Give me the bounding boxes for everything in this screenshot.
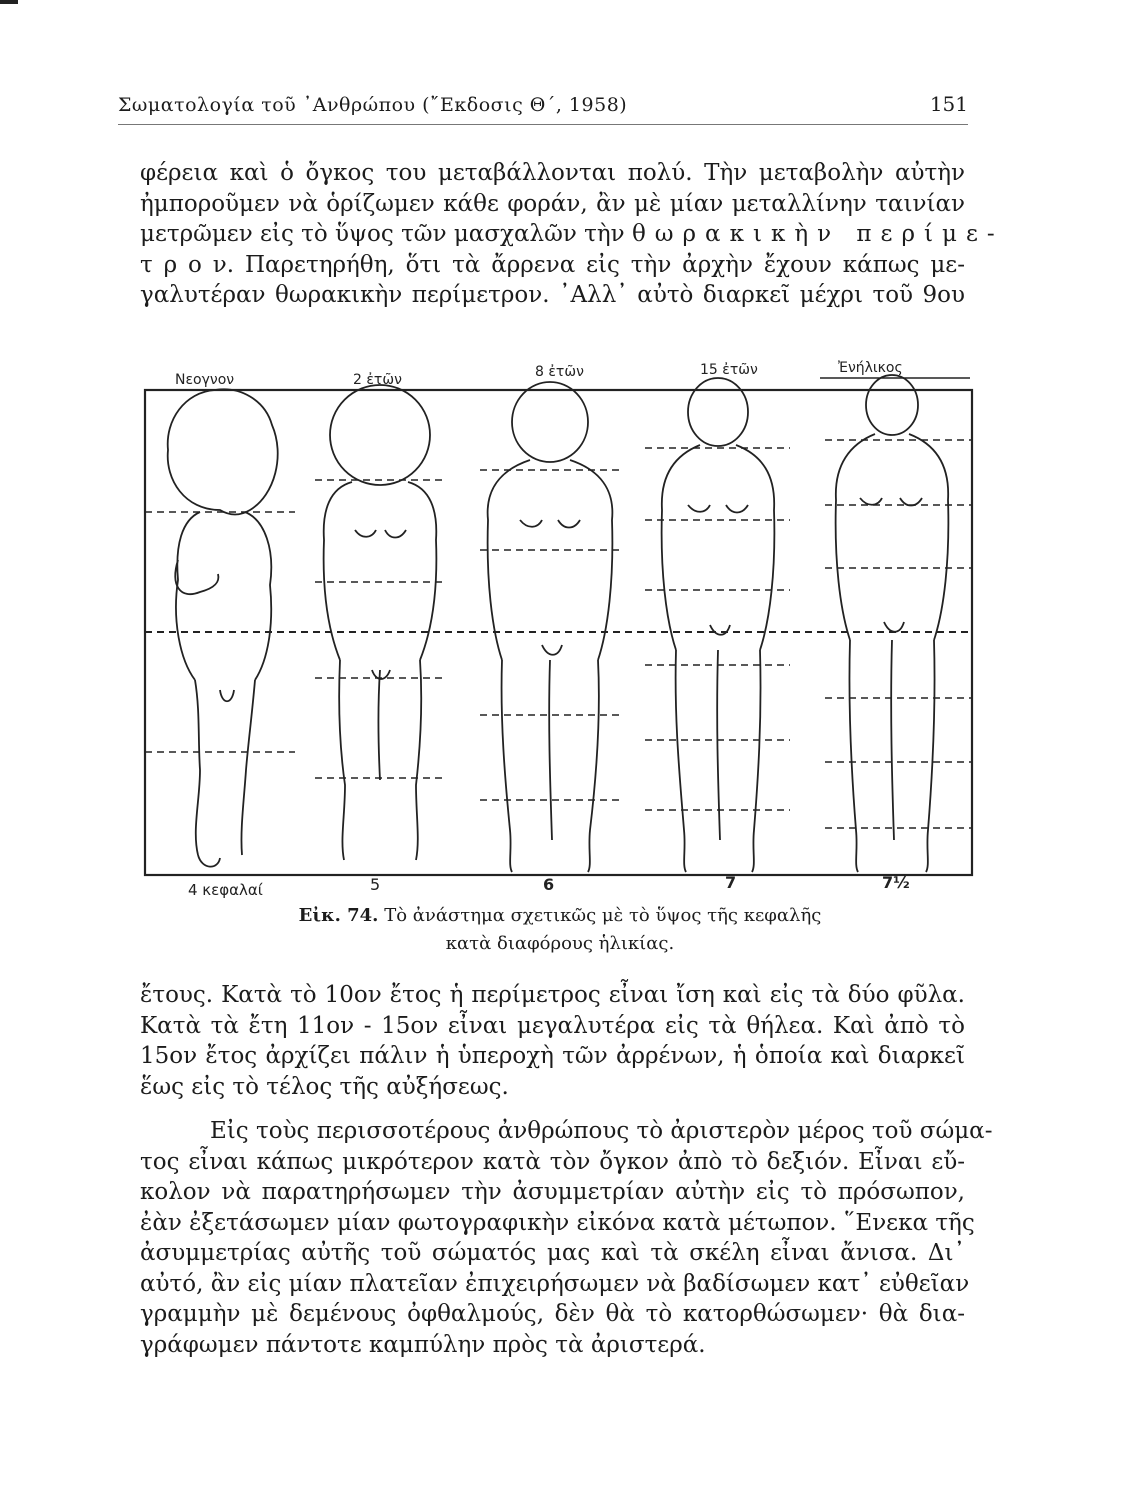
text-line: ἔτους. Κατὰ τὸ 10ον ἔτος ἡ περίμετρος εἶναι ἴση καὶ εἰς τὰ δύο φῦλα. bbox=[140, 982, 965, 1008]
figure-74-drawing bbox=[140, 360, 980, 900]
text-line: γραμμὴν μὲ δεμένους ὀφθαλμούς, δὲν θὰ τὸ κατορθώσωμεν· θὰ δια- bbox=[140, 1301, 965, 1327]
fifteen-year-figure bbox=[662, 378, 775, 872]
age-label: Ἐνήλικος bbox=[838, 360, 903, 376]
text-line: Κατὰ τὰ ἔτη 11ον - 15ον εἶναι μεγαλυτέρα εἰς τὰ θήλεα. Καὶ ἀπὸ τὸ bbox=[140, 1012, 965, 1039]
ratio-label: 5 bbox=[370, 875, 381, 894]
text-line: τος εἶναι κάπως μικρότερον κατὰ τὸν ὄγκον ἀπὸ τὸ δεξιόν. Εἶναι εὔ- bbox=[140, 1148, 965, 1175]
age-label: 15 ἐτῶν bbox=[700, 362, 758, 378]
text-line: αὐτό, ἂν εἰς μίαν πλατεῖαν ἐπιχειρήσωμεν νὰ βαδίσωμεν κατ᾿ εὐθεῖαν bbox=[140, 1270, 970, 1297]
text-line: τ ρ ο ν. Παρετηρήθη, ὅτι τὰ ἄρρενα εἰς τὴν ἀρχὴν ἔχουν κάπως με- bbox=[140, 251, 965, 278]
age-label: Νεογνον bbox=[175, 372, 235, 388]
spaced-term: θωρακικὴν περίμε- bbox=[631, 221, 1004, 247]
running-header bbox=[118, 90, 968, 130]
figure-74 bbox=[140, 360, 980, 900]
ratio-label: 4 κεφαλαί bbox=[188, 881, 263, 899]
paragraph-2 bbox=[140, 980, 965, 1102]
text-line: 15ον ἔτος ἀρχίζει πάλιν ἡ ὑπεροχὴ τῶν ἀρρένων, ἡ ὁποία καὶ διαρκεῖ bbox=[140, 1043, 965, 1069]
adult-figure bbox=[836, 375, 949, 872]
ratio-label: 7½ bbox=[882, 873, 910, 892]
caption-line-2: κατὰ διαφόρους ἡλικίας. bbox=[445, 933, 675, 954]
text-line-part: μετρῶμεν εἰς τὸ ὕψος τῶν μασχαλῶν τὴν bbox=[140, 221, 625, 247]
age-label: 8 ἐτῶν bbox=[535, 364, 584, 380]
paragraph-1 bbox=[140, 158, 1004, 311]
text-line: γράφωμεν πάντοτε καμπύλην πρὸς τὰ ἀριστερά. bbox=[140, 1331, 706, 1358]
ratio-label: 6 bbox=[543, 875, 555, 894]
text-line: ἐὰν ἐξετάσωμεν μίαν φωτογραφικὴν εἰκόνα κατὰ μέτωπον. ῞Ενεκα τῆς bbox=[140, 1209, 975, 1236]
page-number: 151 bbox=[929, 92, 968, 116]
text-line: γαλυτέραν θωρακικὴν περίμετρον. ᾿Αλλ᾿ αὐτὸ διαρκεῖ μέχρι τοῦ 9ου bbox=[140, 282, 965, 308]
newborn-figure bbox=[168, 389, 278, 866]
text-line: φέρεια καὶ ὁ ὄγκος του μεταβάλλονται πολύ. Τὴν μεταβολὴν αὐτὴν bbox=[140, 160, 965, 186]
caption-label: Εἰκ. 74. bbox=[298, 905, 379, 926]
eight-year-figure bbox=[488, 382, 613, 872]
text-line: ἕως εἰς τὸ τέλος τῆς αὐξήσεως. bbox=[140, 1073, 509, 1100]
age-label: 2 ἐτῶν bbox=[353, 372, 402, 388]
header-rule bbox=[118, 124, 968, 125]
scan-edge-mark bbox=[0, 0, 18, 4]
text-line bbox=[140, 219, 1004, 250]
text-line: Εἰς τοὺς περισσοτέρους ἀνθρώπους τὸ ἀριστερὸν μέρος τοῦ σώμα- bbox=[210, 1118, 993, 1144]
two-year-figure bbox=[324, 385, 437, 860]
ratio-label: 7 bbox=[725, 873, 737, 892]
caption-line-1 bbox=[140, 902, 980, 930]
figure-caption bbox=[140, 902, 980, 958]
text-line: κολον νὰ παρατηρήσωμεν τὴν ἀσυμμετρίαν αὐτὴν εἰς τὸ πρόσωπον, bbox=[140, 1179, 965, 1205]
paragraph-3 bbox=[140, 1116, 993, 1360]
caption-text: Τὸ ἀνάστημα σχετικῶς μὲ τὸ ὕψος τῆς κεφαλῆς bbox=[384, 905, 822, 926]
text-line: ἀσυμμετρίας αὐτῆς τοῦ σώματός μας καὶ τὰ σκέλη εἶναι ἄνισα. Δι᾿ bbox=[140, 1240, 965, 1266]
text-line: ἠμποροῦμεν νὰ ὁρίζωμεν κάθε φοράν, ἂν μὲ μίαν μεταλλίνην ταινίαν bbox=[140, 190, 965, 217]
header-title: Σωματολογία τοῦ ᾿Ανθρώπου (῎Εκδοσις Θ΄, 1958) bbox=[118, 94, 628, 116]
